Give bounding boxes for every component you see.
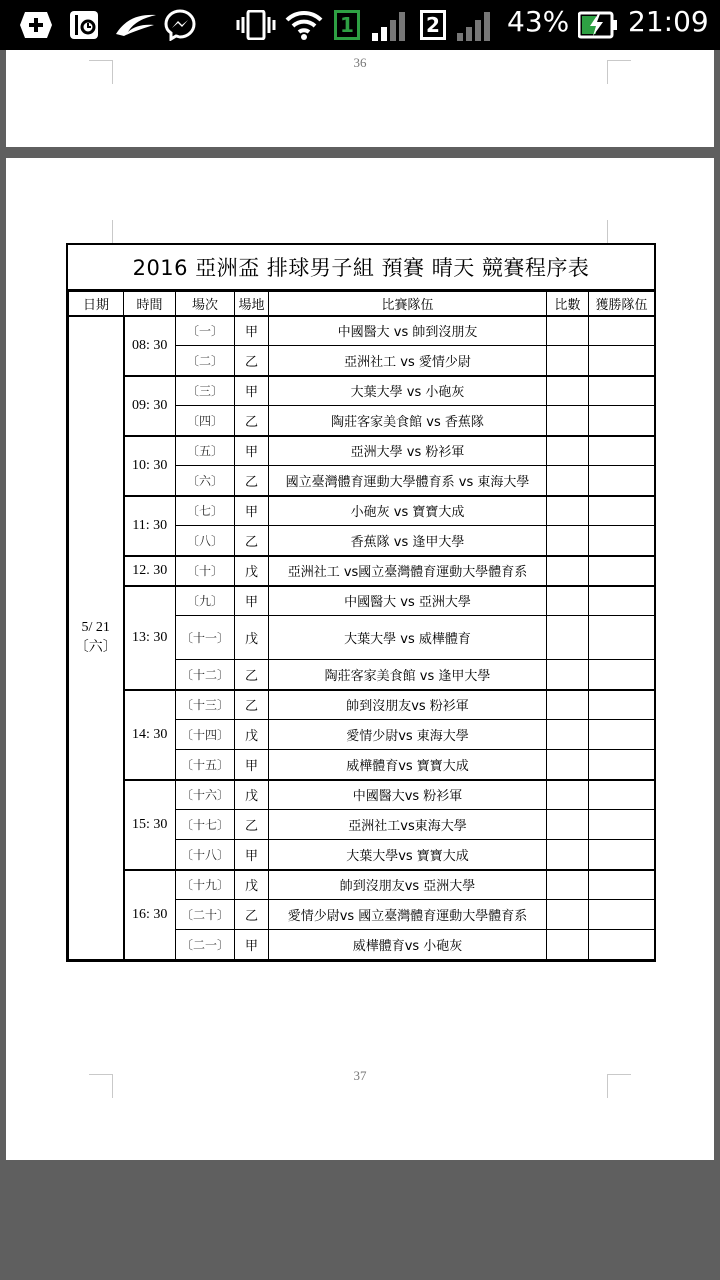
score-cell [547, 810, 589, 840]
time-cell: 15: 30 [124, 780, 176, 870]
venue-cell: 甲 [235, 586, 269, 616]
match-number-cell: 〔十一〕 [176, 616, 235, 660]
battery-charging-icon [578, 9, 618, 41]
score-cell [547, 750, 589, 780]
winner-cell [589, 406, 655, 436]
crop-mark [89, 220, 113, 244]
score-cell [547, 316, 589, 346]
date-cell [69, 316, 124, 960]
winner-cell [589, 840, 655, 870]
score-cell [547, 870, 589, 900]
teams-cell: 帥到沒朋友vs 亞洲大學 [269, 870, 547, 900]
page-number-37: 37 [353, 1068, 367, 1083]
page-number-36: 36 [353, 55, 367, 70]
score-cell [547, 466, 589, 496]
video-editor-icon [68, 9, 100, 41]
teams-cell: 威樺體育vs 寶寶大成 [269, 750, 547, 780]
signal-strength-1-icon [370, 9, 410, 41]
score-cell [547, 406, 589, 436]
teams-cell: 大葉大學 vs 威樺體育 [269, 616, 547, 660]
header-teams: 比賽隊伍 [269, 292, 547, 316]
previous-page [6, 50, 714, 147]
header-time: 時間 [124, 292, 176, 316]
table-row [69, 496, 655, 526]
venue-cell: 乙 [235, 466, 269, 496]
winner-cell [589, 750, 655, 780]
time-cell: 08: 30 [124, 316, 176, 376]
crop-mark [607, 1074, 631, 1098]
table-row [69, 436, 655, 466]
match-number-cell: 〔二〕 [176, 346, 235, 376]
winner-cell [589, 556, 655, 586]
venue-cell: 乙 [235, 526, 269, 556]
date-text: 5/ 21 [81, 619, 110, 635]
teams-cell: 大葉大學vs 寶寶大成 [269, 840, 547, 870]
crop-mark [607, 60, 631, 84]
match-number-cell: 〔十八〕 [176, 840, 235, 870]
table-row [69, 556, 655, 586]
add-icon [18, 9, 54, 41]
teams-cell: 愛情少尉vs 東海大學 [269, 720, 547, 750]
schedule-title: 2016 亞洲盃 排球男子組 預賽 晴天 競賽程序表 [68, 245, 654, 291]
winner-cell [589, 870, 655, 900]
venue-cell: 乙 [235, 690, 269, 720]
header-date: 日期 [69, 292, 124, 316]
match-number-cell: 〔六〕 [176, 466, 235, 496]
venue-cell: 甲 [235, 750, 269, 780]
table-row [69, 586, 655, 616]
venue-cell: 戊 [235, 616, 269, 660]
venue-cell: 戊 [235, 780, 269, 810]
time-cell: 14: 30 [124, 690, 176, 780]
messenger-icon [164, 9, 196, 41]
teams-cell: 亞洲社工 vs國立臺灣體育運動大學體育系 [269, 556, 547, 586]
teams-cell: 亞洲大學 vs 粉衫軍 [269, 436, 547, 466]
teams-cell: 小砲灰 vs 寶寶大成 [269, 496, 547, 526]
table-row [69, 690, 655, 720]
schedule-body [69, 316, 655, 960]
match-number-cell: 〔十四〕 [176, 720, 235, 750]
winner-cell [589, 526, 655, 556]
score-cell [547, 900, 589, 930]
winner-cell [589, 810, 655, 840]
match-number-cell: 〔三〕 [176, 376, 235, 406]
score-cell [547, 496, 589, 526]
match-number-cell: 〔一〕 [176, 316, 235, 346]
table-row [69, 316, 655, 346]
winner-cell [589, 720, 655, 750]
teams-cell: 中國醫大vs 粉衫軍 [269, 780, 547, 810]
match-number-cell: 〔十五〕 [176, 750, 235, 780]
winner-cell [589, 376, 655, 406]
score-cell [547, 616, 589, 660]
wifi-icon [284, 9, 324, 41]
time-cell: 10: 30 [124, 436, 176, 496]
match-number-cell: 〔十六〕 [176, 780, 235, 810]
match-number-cell: 〔九〕 [176, 586, 235, 616]
venue-cell: 乙 [235, 900, 269, 930]
venue-cell: 戊 [235, 720, 269, 750]
venue-cell: 甲 [235, 840, 269, 870]
time-cell: 16: 30 [124, 870, 176, 960]
time-cell: 11: 30 [124, 496, 176, 556]
teams-cell: 中國醫大 vs 亞洲大學 [269, 586, 547, 616]
score-cell [547, 556, 589, 586]
winner-cell [589, 930, 655, 960]
table-row [69, 870, 655, 900]
table-row [69, 376, 655, 406]
teams-cell: 威樺體育vs 小砲灰 [269, 930, 547, 960]
venue-cell: 甲 [235, 376, 269, 406]
teams-cell: 陶莊客家美食館 vs 香蕉隊 [269, 406, 547, 436]
teams-cell: 香蕉隊 vs 逢甲大學 [269, 526, 547, 556]
match-number-cell: 〔八〕 [176, 526, 235, 556]
weekday-text: 〔六〕 [74, 639, 117, 655]
teams-cell: 中國醫大 vs 帥到沒朋友 [269, 316, 547, 346]
sim2-badge: 2 [419, 9, 447, 41]
score-cell [547, 586, 589, 616]
venue-cell: 乙 [235, 660, 269, 690]
match-number-cell: 〔四〕 [176, 406, 235, 436]
status-bar [0, 0, 720, 50]
sim1-badge: 1 [333, 9, 361, 41]
match-number-cell: 〔七〕 [176, 496, 235, 526]
clock: 21:09 [628, 5, 709, 38]
match-number-cell: 〔五〕 [176, 436, 235, 466]
vibrate-icon [236, 9, 276, 41]
winner-cell [589, 660, 655, 690]
crop-mark [89, 60, 113, 84]
score-cell [547, 436, 589, 466]
winner-cell [589, 346, 655, 376]
match-number-cell: 〔十七〕 [176, 810, 235, 840]
header-winner: 獲勝隊伍 [589, 292, 655, 316]
score-cell [547, 660, 589, 690]
time-cell: 12. 30 [124, 556, 176, 586]
teams-cell: 亞洲社工 vs 愛情少尉 [269, 346, 547, 376]
time-cell: 13: 30 [124, 586, 176, 690]
match-number-cell: 〔十九〕 [176, 870, 235, 900]
venue-cell: 乙 [235, 346, 269, 376]
venue-cell: 甲 [235, 436, 269, 466]
app-swoosh-icon [114, 9, 158, 41]
teams-cell: 亞洲社工vs東海大學 [269, 810, 547, 840]
score-cell [547, 526, 589, 556]
match-number-cell: 〔十三〕 [176, 690, 235, 720]
teams-cell: 帥到沒朋友vs 粉衫軍 [269, 690, 547, 720]
winner-cell [589, 616, 655, 660]
winner-cell [589, 466, 655, 496]
score-cell [547, 690, 589, 720]
winner-cell [589, 690, 655, 720]
venue-cell: 乙 [235, 810, 269, 840]
score-cell [547, 376, 589, 406]
schedule-table [68, 291, 655, 960]
time-cell: 09: 30 [124, 376, 176, 436]
score-cell [547, 720, 589, 750]
signal-strength-2-icon [455, 9, 495, 41]
match-number-cell: 〔二一〕 [176, 930, 235, 960]
teams-cell: 陶莊客家美食館 vs 逢甲大學 [269, 660, 547, 690]
venue-cell: 戊 [235, 556, 269, 586]
winner-cell [589, 900, 655, 930]
table-header-row [69, 292, 655, 316]
score-cell [547, 780, 589, 810]
crop-mark [89, 1074, 113, 1098]
match-number-cell: 〔二十〕 [176, 900, 235, 930]
match-number-cell: 〔十〕 [176, 556, 235, 586]
header-score: 比數 [547, 292, 589, 316]
header-venue: 場地 [235, 292, 269, 316]
teams-cell: 大葉大學 vs 小砲灰 [269, 376, 547, 406]
battery-percent: 43% [507, 5, 570, 38]
score-cell [547, 346, 589, 376]
venue-cell: 甲 [235, 316, 269, 346]
winner-cell [589, 316, 655, 346]
score-cell [547, 840, 589, 870]
venue-cell: 戊 [235, 870, 269, 900]
winner-cell [589, 586, 655, 616]
venue-cell: 甲 [235, 930, 269, 960]
winner-cell [589, 496, 655, 526]
teams-cell: 愛情少尉vs 國立臺灣體育運動大學體育系 [269, 900, 547, 930]
match-number-cell: 〔十二〕 [176, 660, 235, 690]
table-row [69, 780, 655, 810]
score-cell [547, 930, 589, 960]
venue-cell: 甲 [235, 496, 269, 526]
venue-cell: 乙 [235, 406, 269, 436]
winner-cell [589, 780, 655, 810]
teams-cell: 國立臺灣體育運動大學體育系 vs 東海大學 [269, 466, 547, 496]
schedule-document [66, 243, 656, 962]
winner-cell [589, 436, 655, 466]
crop-mark [607, 220, 631, 244]
header-match-no: 場次 [176, 292, 235, 316]
